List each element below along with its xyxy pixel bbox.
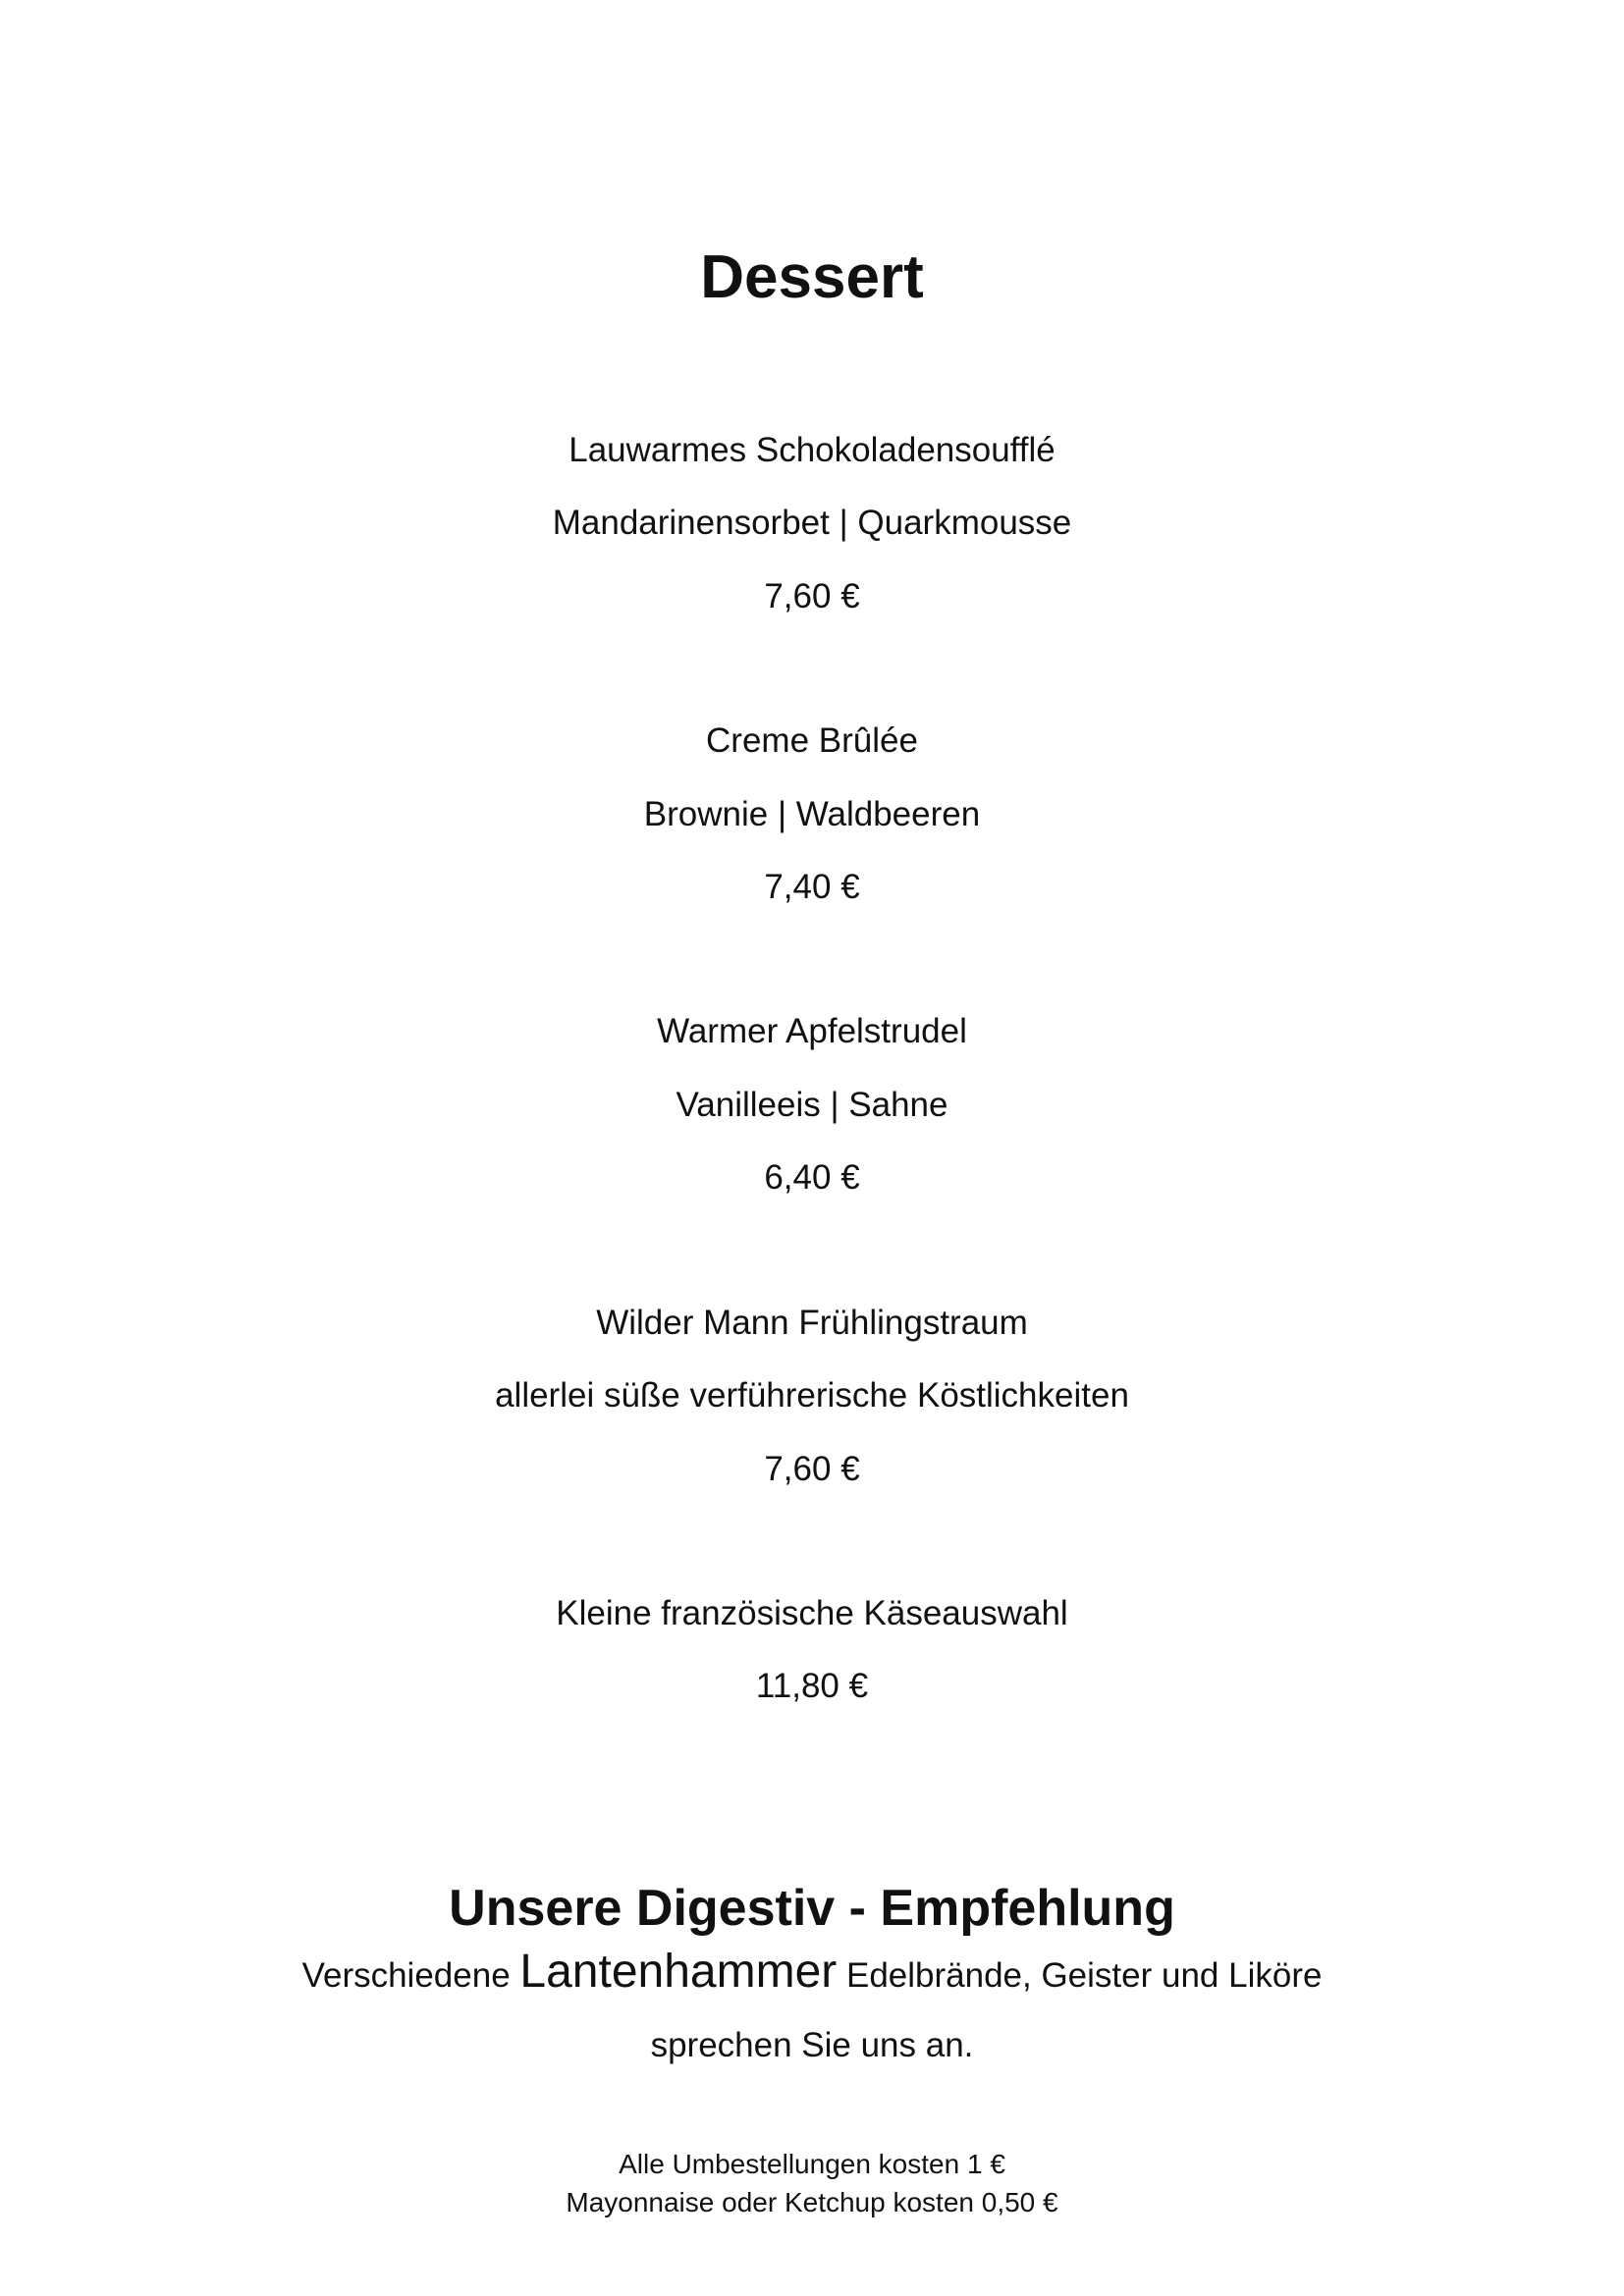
menu-item-name: Warmer Apfelstrudel [657,1012,967,1050]
recommendation-title: Unsere Digestiv - Empfehlung [449,1880,1175,1938]
page-title: Dessert [700,242,924,311]
menu-item-name: Creme Brûlée [706,721,918,760]
menu-item-price: 11,80 € [755,1667,869,1705]
sauce-price-note: Mayonnaise oder Ketchup kosten 0,50 € [566,2187,1058,2217]
recommendation-text [0,1946,1624,1998]
menu-item-name: Wilder Mann Frühlingstraum [596,1304,1028,1342]
brand-name: Lantenhammer [519,1946,838,1998]
recommendation-text-after: Edelbrände, Geister und Liköre [837,1956,1323,1995]
menu-item-description: Vanilleeis | Sahne [676,1086,948,1124]
recommendation-text-before: Verschiedene [301,1956,520,1995]
menu-item-name: Kleine französische Käseauswahl [556,1594,1068,1632]
menu-item-price: 7,40 € [764,868,860,906]
change-order-note: Alle Umbestellungen kosten 1 € [619,2149,1005,2179]
menu-item-description: allerlei süße verführerische Köstlichkeiten [495,1376,1129,1415]
recommendation-contact-text: sprechen Sie uns an. [650,2026,974,2064]
menu-item-price: 7,60 € [764,1450,860,1488]
menu-item-price: 6,40 € [764,1158,860,1197]
menu-item-description: Mandarinensorbet | Quarkmousse [552,504,1072,542]
menu-item-price: 7,60 € [764,577,860,615]
menu-item-name: Lauwarmes Schokoladensoufflé [568,431,1056,469]
menu-item-description: Brownie | Waldbeeren [643,795,981,833]
